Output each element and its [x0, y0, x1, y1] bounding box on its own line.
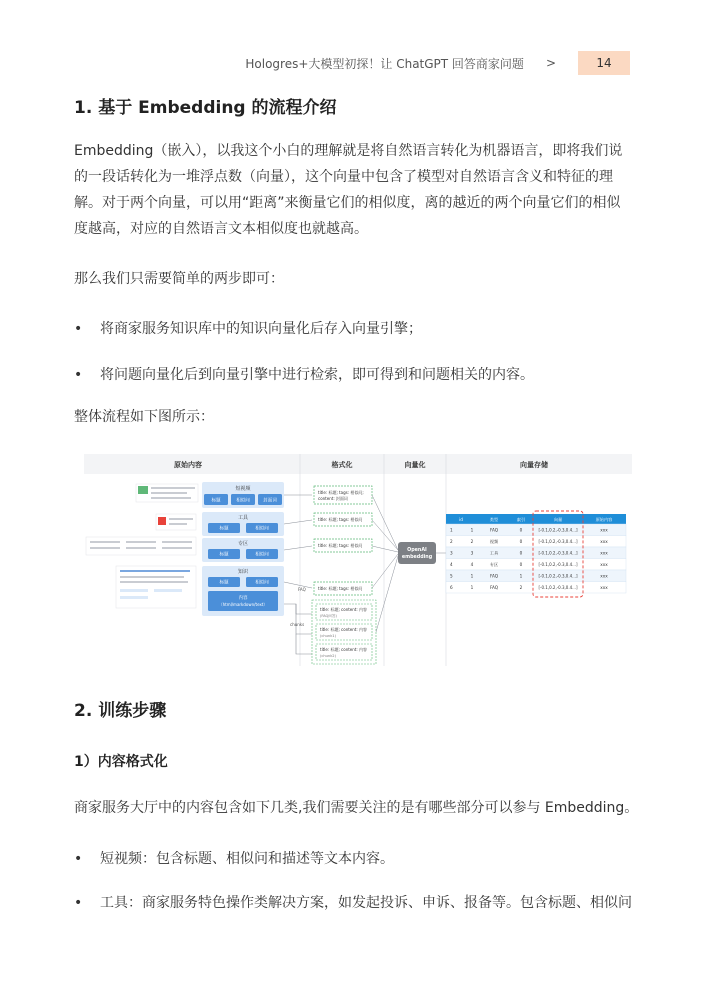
svg-text:5: 5 [450, 573, 453, 579]
group-title-knowledge: 知识 [237, 569, 249, 575]
table-header-cell: 向量 [553, 517, 563, 522]
svg-text:title: 标题; content: 内容: title: 标题; content: 内容 [320, 607, 367, 612]
svg-text:[-0.1,0.2,-0.3,0.4...]: [-0.1,0.2,-0.3,0.4...] [538, 573, 578, 579]
col-header-raw: 原始内容 [174, 461, 202, 469]
col-header-format: 格式化 [331, 461, 353, 469]
svg-text:title: 标题; tags: 相似问: title: 标题; tags: 相似问 [318, 543, 363, 548]
intro-paragraph [74, 138, 638, 242]
svg-text:[-0.1,0.2,-0.3,0.4...]: [-0.1,0.2,-0.3,0.4...] [538, 550, 578, 556]
svg-text:FAQ: FAQ [489, 585, 499, 590]
embedding-label: embedding [401, 555, 433, 560]
two-steps-paragraph: 那么我们只需要简单的两步即可： [74, 271, 284, 287]
group-item: 相似问 [255, 526, 269, 532]
group-item: （html/markdown/text） [218, 602, 268, 607]
list-item [74, 364, 638, 386]
svg-text:0: 0 [519, 527, 523, 533]
svg-text:FAQ: FAQ [489, 527, 499, 533]
group-item: 标题 [219, 580, 229, 586]
list-item-text: 短视频：包含标题、相似问和描述等文本内容。 [100, 851, 394, 867]
table-row [446, 524, 626, 536]
format-box [316, 604, 372, 620]
svg-text:[-0.1,0.2,-0.3,0.4...]: [-0.1,0.2,-0.3,0.4...] [538, 585, 578, 590]
group-item: 标题 [211, 498, 221, 504]
svg-text:(chunk1): (chunk1) [320, 634, 336, 638]
group-item: 相似问 [236, 498, 250, 504]
svg-text:0: 0 [519, 550, 523, 556]
format-box [314, 539, 372, 552]
svg-text:[-0.1,0.2,-0.3,0.4...]: [-0.1,0.2,-0.3,0.4...] [538, 539, 578, 544]
svg-text:xxx: xxx [600, 550, 608, 556]
list-item [74, 892, 638, 914]
group-item: 相似问 [255, 580, 269, 586]
col-header-vectorize: 向量化 [404, 461, 426, 469]
svg-text:工具: 工具 [489, 550, 499, 556]
svg-text:xxx: xxx [600, 585, 608, 590]
table-row [446, 582, 626, 594]
svg-text:3: 3 [450, 550, 453, 556]
thumbnail-zone [86, 537, 196, 555]
subsection-title: 1）内容格式化 [74, 754, 168, 770]
figure-intro-paragraph: 整体流程如下图所示： [74, 409, 214, 425]
intro-line: 的一段话转化为一堆浮点数（向量），这个向量中包含了模型对自然语言含义和特征的理 [74, 169, 613, 185]
format-box [316, 624, 372, 640]
svg-text:title: 标题; tags: 相似问: title: 标题; tags: 相似问 [318, 586, 363, 591]
format-box [314, 513, 372, 526]
group-item: 内容 [238, 596, 248, 601]
svg-text:title: 标题; tags: 相似问;: title: 标题; tags: 相似问; [318, 490, 364, 495]
svg-text:FAQ: FAQ [489, 573, 499, 579]
list-item-text: 将商家服务知识库中的知识向量化后存入向量引擎； [100, 321, 422, 337]
group-item: 标题 [219, 526, 229, 532]
svg-text:1: 1 [470, 585, 474, 590]
section-2-title: 2. 训练步骤 [74, 701, 167, 721]
svg-text:0: 0 [519, 562, 523, 567]
svg-text:1: 1 [450, 527, 453, 533]
svg-text:1: 1 [470, 573, 474, 579]
group-title-shortvideo: 短视频 [235, 486, 251, 492]
embedding-flow-diagram [84, 454, 632, 666]
page-header [245, 50, 630, 76]
table-header-cell: 索引 [516, 517, 526, 522]
table-header-cell: id [459, 517, 463, 522]
table-header-cell: 原始内容 [595, 517, 613, 522]
table-header-cell: 类型 [489, 517, 499, 522]
bullet-dot-icon: • [74, 851, 83, 867]
svg-text:[-0.1,0.2,-0.3,0.4...]: [-0.1,0.2,-0.3,0.4...] [538, 562, 578, 567]
table-row [446, 570, 626, 582]
intro-line: 度越高，对应的自然语言文本相似度也就越高。 [74, 221, 368, 237]
svg-text:xxx: xxx [600, 539, 608, 544]
format-box [314, 486, 372, 504]
bullet-dot-icon: • [74, 367, 83, 383]
format-box [316, 644, 372, 660]
intro-line: Embedding（嵌入），以我这个小白的理解就是将自然语言转化为机器语言，即将我们说 [74, 143, 623, 159]
intro-line: 解。对于两个向量，可以用“距离”来衡量它们的相似度，离的越近的两个向量它们的相似 [74, 195, 621, 211]
thumbnail-shortvideo [136, 484, 198, 502]
section-1-title: 1. 基于 Embedding 的流程介绍 [74, 98, 337, 118]
svg-text:title: 标题; content: 内容: title: 标题; content: 内容 [320, 647, 367, 652]
svg-text:xxx: xxx [600, 562, 608, 567]
format-box [314, 582, 372, 595]
page-number-badge: 14 [578, 51, 630, 75]
table-row [446, 547, 626, 559]
thumbnail-knowledge [116, 566, 196, 608]
list-item-text: 将问题向量化后到向量引擎中进行检索，即可得到和问题相关的内容。 [100, 367, 534, 383]
group-item: 封面词 [263, 498, 277, 504]
svg-text:(FAQ问答): (FAQ问答) [320, 614, 337, 618]
svg-text:xxx: xxx [600, 573, 608, 579]
vector-table [446, 511, 626, 597]
svg-text:xxx: xxx [600, 527, 608, 533]
svg-text:3: 3 [470, 550, 474, 556]
group-item: 相似问 [255, 552, 269, 558]
svg-text:6: 6 [450, 585, 453, 590]
connector-label: chunks [290, 622, 305, 627]
doc-title: Hologres+大模型初探！让 ChatGPT 回答商家问题 [245, 56, 524, 71]
svg-text:2: 2 [470, 539, 474, 544]
embedding-label: OpenAI [407, 548, 427, 553]
chevron-right-icon[interactable]: > [545, 56, 556, 70]
svg-text:content: 封面词: content: 封面词 [318, 496, 348, 501]
table-row [446, 559, 626, 571]
list-item-text: 工具：商家服务特色操作类解决方案，如发起投诉、申诉、报备等。包含标题、相似问 [100, 895, 632, 911]
svg-text:[-0.1,0.2,-0.3,0.4...]: [-0.1,0.2,-0.3,0.4...] [538, 527, 578, 533]
svg-text:视频: 视频 [489, 539, 499, 544]
group-item: 标题 [219, 552, 229, 558]
openai-embedding-box [398, 542, 436, 564]
group-title-tool: 工具 [237, 515, 249, 521]
thumbnail-tool [156, 514, 196, 530]
svg-text:(chunk2): (chunk2) [320, 654, 336, 658]
bullet-dot-icon: • [74, 895, 83, 911]
svg-text:1: 1 [519, 573, 523, 579]
svg-text:title: 标题; content: 内容: title: 标题; content: 内容 [320, 627, 367, 632]
bullet-dot-icon: • [74, 321, 83, 337]
list-item [74, 848, 638, 870]
table-row [446, 536, 626, 548]
col-header-store: 向量存储 [520, 461, 548, 469]
svg-text:4: 4 [470, 562, 474, 567]
svg-text:2: 2 [450, 539, 453, 544]
list-item [74, 318, 638, 340]
connector-label: FAQ [298, 587, 306, 592]
svg-text:title: 标题; tags: 相似问: title: 标题; tags: 相似问 [318, 517, 363, 522]
group-title-zone: 专区 [237, 541, 249, 547]
svg-text:0: 0 [519, 539, 523, 544]
svg-text:4: 4 [450, 562, 453, 567]
svg-text:专区: 专区 [489, 562, 499, 567]
section-2-paragraph: 商家服务大厅中的内容包含如下几类,我们需要关注的是有哪些部分可以参与 Embedding。 [74, 800, 639, 816]
svg-text:2: 2 [519, 585, 523, 590]
svg-text:1: 1 [470, 527, 474, 533]
